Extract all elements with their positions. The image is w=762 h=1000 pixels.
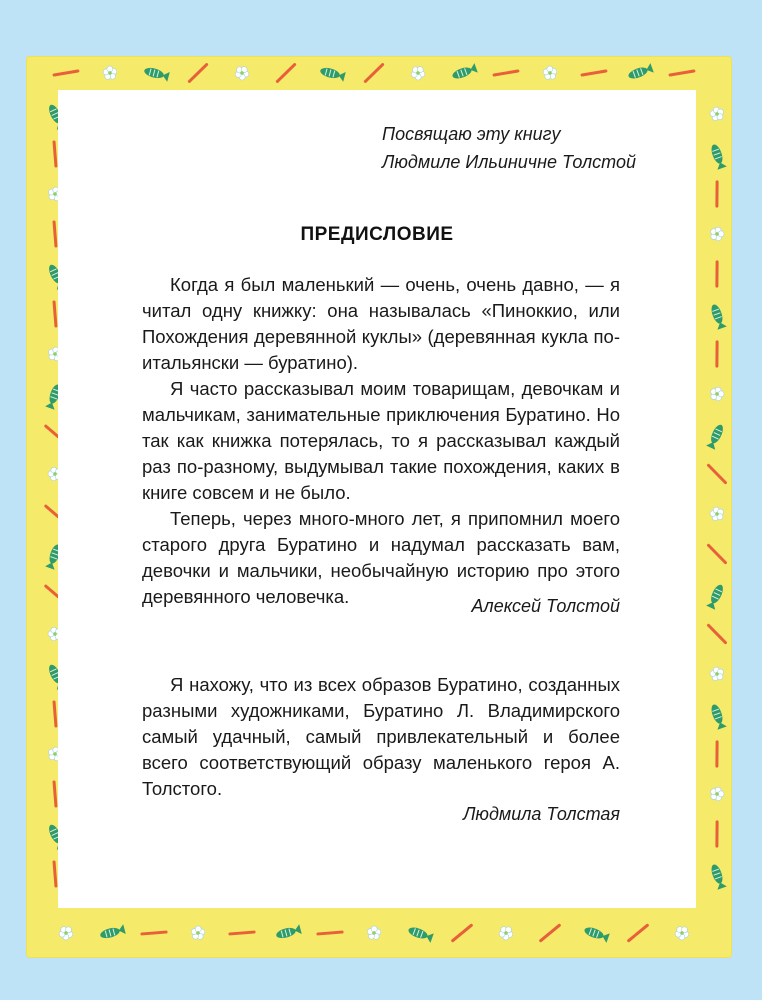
fish-ornament <box>709 863 727 890</box>
page-title: ПРЕДИСЛОВИЕ <box>300 224 454 245</box>
fish-ornament <box>706 583 726 610</box>
stick-ornament <box>274 65 298 82</box>
stick-ornament-line <box>708 742 726 766</box>
stick-ornament-line <box>230 925 254 942</box>
stick-ornament-line <box>670 65 694 80</box>
fish-ornament <box>627 63 654 81</box>
stick-ornament-line <box>582 65 606 80</box>
fish-ornament <box>706 423 726 450</box>
fish-ornament <box>709 703 727 730</box>
stick-ornament <box>494 65 518 80</box>
note-signature: Людмила Толстая <box>463 804 620 824</box>
fish-ornament <box>319 66 346 82</box>
stick-ornament-line <box>362 65 386 82</box>
stick-ornament <box>708 342 726 366</box>
stick-ornament <box>708 182 726 206</box>
preface-text <box>142 272 620 610</box>
fish-ornament <box>451 63 478 81</box>
stick-ornament <box>670 65 694 80</box>
stick-ornament <box>708 822 726 846</box>
fish-ornament <box>583 925 610 943</box>
dedication-line-2: Людмиле Ильиничне Толстой <box>382 152 636 172</box>
page <box>58 90 696 908</box>
flower-ornament <box>234 65 250 82</box>
preface-signature: Алексей Толстой <box>471 596 620 616</box>
stick-ornament <box>230 925 254 942</box>
stick-ornament <box>538 925 562 940</box>
stick-ornament <box>186 65 210 82</box>
stick-ornament <box>626 925 650 940</box>
stick-ornament-line <box>274 65 298 82</box>
flower-ornament <box>708 786 725 803</box>
stick-ornament-line <box>709 622 726 646</box>
fish-ornament <box>99 924 126 940</box>
stick-ornament-line <box>494 65 518 80</box>
stick-ornament-line <box>709 542 726 566</box>
flower-ornament <box>708 665 726 683</box>
note-text <box>142 672 620 802</box>
flower-ornament <box>498 924 515 941</box>
stick-ornament-line <box>708 262 726 286</box>
stick-ornament-line <box>54 65 78 80</box>
stick-ornament-line <box>142 925 166 942</box>
flower-ornament <box>58 924 75 941</box>
stick-ornament <box>708 262 726 286</box>
flower-ornament <box>410 65 426 82</box>
flower-ornament <box>190 925 206 942</box>
flower-ornament <box>366 925 382 942</box>
stick-ornament <box>362 65 386 82</box>
stick-ornament <box>709 622 726 646</box>
preface-paragraph-1: Когда я был маленький — очень, очень давно, — я читал одну книжку: она называлась «Пиноккио, или Похождения деревянной куклы» (деревянная кукла по-итальянски — буратино). <box>142 274 620 373</box>
flower-ornament <box>542 64 559 81</box>
stick-ornament-line <box>709 462 726 486</box>
stick-ornament-line <box>450 925 474 940</box>
stick-ornament-line <box>708 182 726 206</box>
stick-ornament <box>142 925 166 942</box>
stick-ornament <box>582 65 606 80</box>
flower-ornament <box>708 226 725 243</box>
fish-ornament <box>275 924 302 940</box>
fish-ornament <box>143 66 170 82</box>
stick-ornament-line <box>186 65 210 82</box>
fish-ornament <box>709 303 727 330</box>
stick-ornament <box>709 462 726 486</box>
stick-ornament <box>54 65 78 80</box>
stick-ornament <box>709 542 726 566</box>
stick-ornament-line <box>318 925 342 942</box>
preface-paragraph-2: Я часто рассказывал моим товарищам, девочкам и мальчикам, занимательные приключения Буратино. Но так как книжка потерялась, то я рассказывал каждый раз по-разному, выдумывал такие похождения, каких в книге совсем и не было. <box>142 378 620 503</box>
dedication <box>382 120 636 176</box>
fish-ornament <box>407 925 434 943</box>
flower-ornament <box>708 505 726 523</box>
flower-ornament <box>102 64 119 81</box>
stick-ornament-line <box>538 925 562 940</box>
dedication-line-1: Посвящаю эту книгу <box>382 124 561 144</box>
preface-paragraph-3: Теперь, через много-много лет, я припомнил моего старого друга Буратино и надумал рассказать вам, девочки и мальчики, необычайную историю про этого деревянного человечка. <box>142 508 620 607</box>
flower-ornament <box>708 105 726 123</box>
flower-ornament <box>708 386 725 403</box>
flower-ornament <box>674 924 691 941</box>
note-paragraph: Я нахожу, что из всех образов Буратино, созданных разными художниками, Буратино Л. Владимирского самый удачный, самый привлекательный и более всего соответствующий образу маленького героя А. Толстого. <box>142 674 620 799</box>
stick-ornament <box>318 925 342 942</box>
stick-ornament <box>450 925 474 940</box>
stick-ornament-line <box>708 342 726 366</box>
stick-ornament-line <box>626 925 650 940</box>
stick-ornament <box>708 742 726 766</box>
stick-ornament-line <box>708 822 726 846</box>
fish-ornament <box>709 143 727 170</box>
